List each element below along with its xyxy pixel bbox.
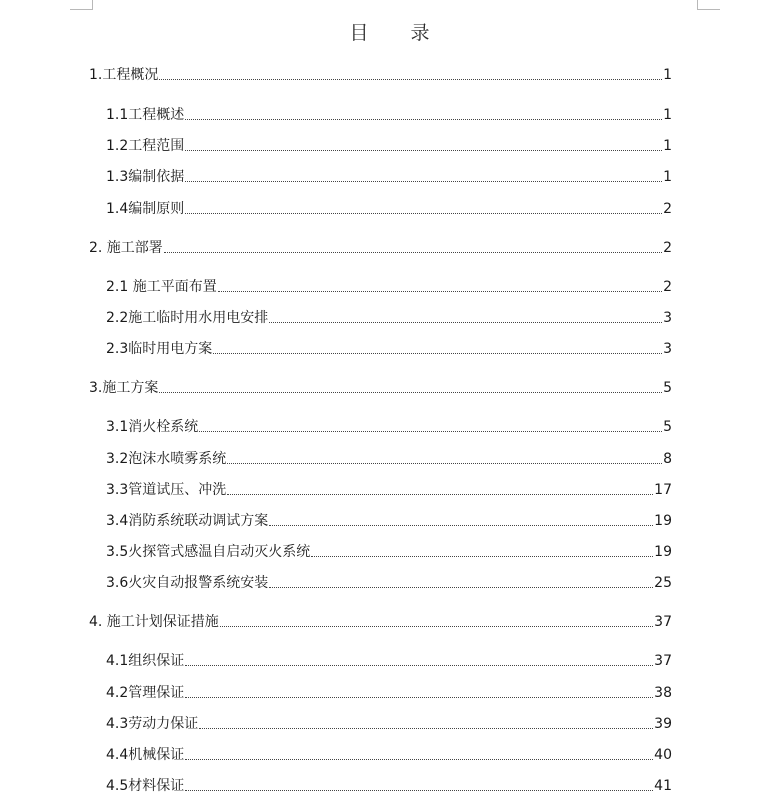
- toc-dot-leader: [164, 252, 662, 253]
- toc-entry-label: 1.3编制依据: [106, 169, 185, 185]
- toc-dot-leader: [269, 322, 662, 323]
- toc-entry[interactable]: [106, 448, 672, 468]
- toc-dot-leader: [218, 291, 662, 292]
- toc-entry[interactable]: [106, 416, 672, 436]
- toc-entry-label: 3.5火探管式感温自启动灭火系统: [106, 544, 311, 560]
- toc-entry[interactable]: [106, 276, 672, 296]
- toc-entry-page-number: 39: [654, 716, 672, 732]
- toc-dot-leader: [311, 556, 653, 557]
- toc-entry-page-number: 5: [663, 419, 672, 435]
- toc-entry-label: 2.3临时用电方案: [106, 341, 213, 357]
- toc-entry-page-number: 19: [654, 544, 672, 560]
- toc-dot-leader: [269, 587, 653, 588]
- toc-entry-page-number: 3: [663, 341, 672, 357]
- toc-entry-label: 4.1组织保证: [106, 653, 185, 669]
- toc-entry-page-number: 40: [654, 747, 672, 763]
- toc-entry[interactable]: [106, 682, 672, 702]
- toc-entry-page-number: 1: [663, 169, 672, 185]
- toc-entry[interactable]: [89, 377, 672, 397]
- toc-entry-label: 4. 施工计划保证措施: [89, 614, 219, 630]
- toc-dot-leader: [185, 665, 653, 666]
- toc-entry[interactable]: [106, 338, 672, 358]
- toc-entry-label: 3.施工方案: [89, 380, 159, 396]
- toc-dot-leader: [159, 79, 662, 80]
- toc-dot-leader: [185, 759, 653, 760]
- toc-entry-page-number: 3: [663, 310, 672, 326]
- toc-dot-leader: [227, 494, 653, 495]
- toc-entry-label: 1.工程概况: [89, 67, 159, 83]
- toc-entry-page-number: 2: [663, 240, 672, 256]
- toc-entry-label: 4.4机械保证: [106, 747, 185, 763]
- toc-entry[interactable]: [106, 650, 672, 670]
- toc-dot-leader: [185, 213, 662, 214]
- toc-entry-label: 2. 施工部署: [89, 240, 163, 256]
- toc-dot-leader: [213, 353, 662, 354]
- toc-entry-page-number: 41: [654, 778, 672, 794]
- toc-entry-page-number: 38: [654, 685, 672, 701]
- toc-dot-leader: [185, 119, 662, 120]
- toc-dot-leader: [185, 790, 653, 791]
- toc-entry[interactable]: [89, 237, 672, 257]
- toc-entry[interactable]: [106, 572, 672, 592]
- toc-entry-label: 3.6火灾自动报警系统安装: [106, 575, 269, 591]
- toc-entry-label: 4.3劳动力保证: [106, 716, 199, 732]
- toc-entry[interactable]: [106, 104, 672, 124]
- toc-entry-label: 2.2施工临时用水用电安排: [106, 310, 269, 326]
- toc-entry-page-number: 1: [663, 67, 672, 83]
- toc-entry-page-number: 1: [663, 107, 672, 123]
- toc-entry-page-number: 19: [654, 513, 672, 529]
- toc-entry[interactable]: [106, 744, 672, 764]
- toc-entry[interactable]: [106, 198, 672, 218]
- toc-dot-leader: [185, 697, 653, 698]
- toc-entry-page-number: 17: [654, 482, 672, 498]
- toc-entry-label: 1.2工程范围: [106, 138, 185, 154]
- toc-entry-page-number: 37: [654, 653, 672, 669]
- toc-entry-page-number: 2: [663, 279, 672, 295]
- toc-entry-label: 2.1 施工平面布置: [106, 279, 217, 295]
- toc-entry-page-number: 1: [663, 138, 672, 154]
- toc-dot-leader: [185, 181, 662, 182]
- toc-entry[interactable]: [106, 479, 672, 499]
- toc-dot-leader: [199, 728, 653, 729]
- toc-entry[interactable]: [106, 135, 672, 155]
- toc-entry-label: 3.1消火栓系统: [106, 419, 199, 435]
- toc-entry-label: 1.1工程概述: [106, 107, 185, 123]
- toc-entry-page-number: 8: [663, 451, 672, 467]
- toc-entry[interactable]: [89, 64, 672, 84]
- toc-entry[interactable]: [106, 166, 672, 186]
- toc-dot-leader: [199, 431, 662, 432]
- toc-entry-label: 3.4消防系统联动调试方案: [106, 513, 269, 529]
- toc-entry-label: 4.2管理保证: [106, 685, 185, 701]
- toc-entry[interactable]: [106, 307, 672, 327]
- toc-dot-leader: [220, 626, 653, 627]
- toc-entry-label: 4.5材料保证: [106, 778, 185, 794]
- toc-entry[interactable]: [106, 775, 672, 795]
- toc-title: 目 录: [349, 22, 448, 44]
- toc-entry[interactable]: [106, 510, 672, 530]
- toc-entry-page-number: 25: [654, 575, 672, 591]
- toc-entry-page-number: 5: [663, 380, 672, 396]
- toc-entry[interactable]: [106, 541, 672, 561]
- toc-entry-label: 3.3管道试压、冲洗: [106, 482, 227, 498]
- toc-entry[interactable]: [106, 713, 672, 733]
- toc-dot-leader: [185, 150, 662, 151]
- toc-entry-label: 1.4编制原则: [106, 201, 185, 217]
- toc-dot-leader: [159, 392, 662, 393]
- toc-entry-label: 3.2泡沫水喷雾系统: [106, 451, 227, 467]
- toc-entry-page-number: 37: [654, 614, 672, 630]
- toc-dot-leader: [227, 463, 662, 464]
- toc-dot-leader: [269, 525, 653, 526]
- toc-entry[interactable]: [89, 611, 672, 631]
- toc-entry-page-number: 2: [663, 201, 672, 217]
